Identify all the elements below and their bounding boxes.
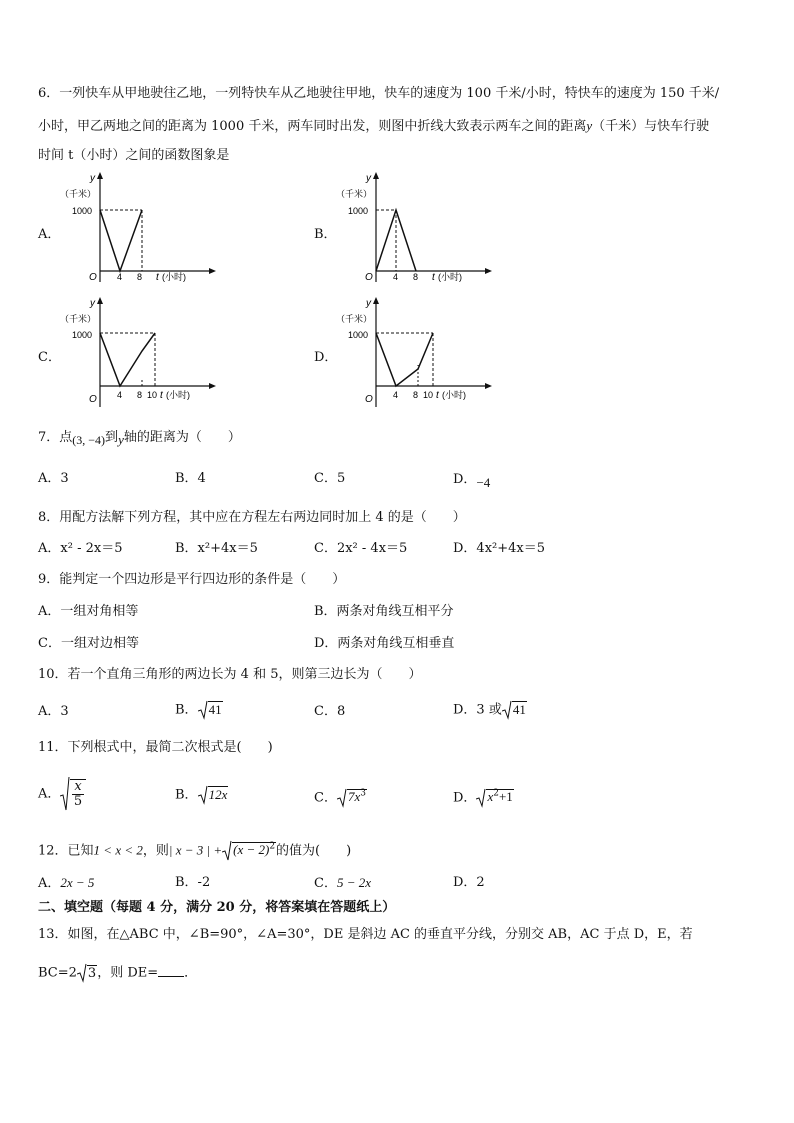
q6-graph-c xyxy=(60,295,240,415)
q9-stem: 9．能判定一个四边形是平行四边形的条件是（ ） xyxy=(38,572,346,587)
graph-b-origin: O xyxy=(365,272,373,283)
q9-option-c[interactable]: C．一组对边相等 xyxy=(38,636,139,651)
q7-point: (3, −4) xyxy=(72,433,106,447)
q10-stem: 10．若一个直角三角形的两边长为 4 和 5，则第三边长为（ ） xyxy=(38,667,422,682)
q6-graph-a xyxy=(60,170,240,290)
q11-option-b-radicand: 12x xyxy=(208,786,228,802)
graph-b-t-unit: (小时) xyxy=(438,272,462,282)
q11-option-d-radicand: x xyxy=(487,789,494,805)
q7-option-d[interactable] xyxy=(453,470,490,489)
q11-option-c-radicand: 7x xyxy=(347,789,361,805)
q6-option-d[interactable]: D． xyxy=(314,350,338,365)
q6-var-y: y xyxy=(586,118,593,133)
q7-option-d-label: D． xyxy=(453,472,477,487)
q12-mid: ，则 xyxy=(142,843,169,859)
q11-option-b[interactable] xyxy=(175,785,228,805)
q12-exponent: 2 xyxy=(269,842,276,852)
q6-stem-line2 xyxy=(38,117,709,136)
q6-stem-line2a: 小时，甲乙两地之间的距离为 1000 千米，两车同时出发，则图中折线大致表示两车之间的距离 xyxy=(38,119,587,134)
graph-b-y-tick: 1000 xyxy=(348,206,369,216)
graph-d-origin: O xyxy=(365,394,373,405)
q7-option-c[interactable]: C．5 xyxy=(314,471,346,486)
q6-stem-line3: 时间 t（小时）之间的函数图象是 xyxy=(38,148,230,163)
q12-option-c-label: C． xyxy=(314,876,337,891)
q12-option-a-expr: 2x − 5 xyxy=(60,875,95,890)
q12-suffix: 的值为( ) xyxy=(276,843,352,859)
graph-a-tick-4: 4 xyxy=(117,272,123,282)
q12-option-a[interactable] xyxy=(38,874,94,893)
q7-suffix: 轴的距离为（ ） xyxy=(123,430,241,445)
sqrt-icon xyxy=(198,785,208,805)
q12-option-c-expr: 5 − 2x xyxy=(336,875,371,890)
q7-prefix: 7．点 xyxy=(38,430,73,445)
graph-d-t-label: t xyxy=(436,390,439,401)
q12-condition: 1 < x < 2 xyxy=(93,842,143,858)
q12-abs-term: | x − 3 | + xyxy=(168,842,223,858)
section-heading-fill-in: 二、填空题（每题 4 分，满分 20 分，将答案填在答题纸上） xyxy=(38,900,396,915)
q11-option-a-label: A． xyxy=(38,786,61,802)
graph-d-y-tick: 1000 xyxy=(348,330,369,340)
q10-option-b-radicand: 41 xyxy=(208,701,222,717)
q7-stem xyxy=(38,428,241,447)
q11-option-c-exponent: 3 xyxy=(360,789,366,799)
graph-a-t-label: t xyxy=(156,272,159,283)
graph-d-tick-4: 4 xyxy=(393,390,399,400)
q13-stem-line1: 13．如图，在△ABC 中，∠B=90°，∠A=30°，DE 是斜边 AC 的垂直平分线，分别交 AB，AC 于点 D，E，若 xyxy=(38,927,693,942)
q8-stem: 8．用配方法解下列方程，其中应在方程左右两边同时加上 4 的是（ ） xyxy=(38,510,466,525)
sqrt-icon xyxy=(502,700,512,720)
graph-c-tick-8: 8 xyxy=(137,390,143,400)
q9-option-b[interactable]: B．两条对角线互相平分 xyxy=(314,604,454,619)
q11-option-d-tail: +1 xyxy=(498,789,513,805)
q13-radicand: 3 xyxy=(87,965,97,981)
answer-blank[interactable] xyxy=(158,964,184,977)
q10-option-a[interactable]: A．3 xyxy=(38,704,69,719)
graph-d-y-label: y xyxy=(366,298,371,309)
q12-option-d[interactable]: D．2 xyxy=(453,875,485,890)
graph-c-y-label: y xyxy=(90,298,95,309)
q9-option-d[interactable]: D．两条对角线互相垂直 xyxy=(314,636,455,651)
graph-a-origin: O xyxy=(89,272,97,283)
q11-option-a[interactable] xyxy=(38,776,86,812)
sqrt-icon xyxy=(77,963,87,983)
q10-option-d[interactable] xyxy=(453,700,527,720)
graph-d-tick-10: 10 xyxy=(423,390,434,400)
q11-option-a-denominator: 5 xyxy=(73,794,83,809)
sqrt-icon xyxy=(222,840,232,862)
q13-de: ，则 DE= xyxy=(97,965,159,981)
q11-option-c-label: C． xyxy=(314,790,337,806)
graph-c-y-tick: 1000 xyxy=(72,330,93,340)
q13-bc: BC=2 xyxy=(38,965,77,981)
graph-b-tick-8: 8 xyxy=(413,272,419,282)
q11-option-d-label: D． xyxy=(453,790,477,806)
q11-option-a-fraction xyxy=(70,779,85,809)
q10-option-d-label: D．3 或 xyxy=(453,702,502,718)
graph-a-unit: （千米） xyxy=(60,189,97,199)
q10-option-b[interactable] xyxy=(175,700,223,720)
q6-option-b[interactable]: B． xyxy=(314,227,337,242)
q12-option-c[interactable] xyxy=(314,874,371,893)
q13-stem-line2 xyxy=(38,963,197,983)
q11-option-a-numerator: x xyxy=(74,779,82,794)
q11-option-d[interactable] xyxy=(453,785,514,808)
graph-b-unit: （千米） xyxy=(336,189,373,199)
graph-d-unit: （千米） xyxy=(336,314,373,324)
q7-option-b[interactable]: B．4 xyxy=(175,471,206,486)
q7-option-d-value: −4 xyxy=(476,475,491,490)
graph-a-t-unit: (小时) xyxy=(162,272,186,282)
q12-option-b[interactable]: B．-2 xyxy=(175,875,211,890)
q7-mid: 到 xyxy=(105,430,119,445)
graph-c-tick-10: 10 xyxy=(147,390,158,400)
q12-radicand: (x − 2) xyxy=(233,842,270,858)
q6-option-c[interactable]: C． xyxy=(38,350,61,365)
graph-c-unit: （千米） xyxy=(60,314,97,324)
q10-option-c[interactable]: C．8 xyxy=(314,704,346,719)
graph-d-tick-8: 8 xyxy=(413,390,419,400)
q6-stem-line2b: （千米）与快车行驶 xyxy=(592,119,710,134)
q8-option-c[interactable]: C．2x² - 4x＝5 xyxy=(314,541,408,556)
graph-b-t-label: t xyxy=(432,272,435,283)
q7-var-y: y xyxy=(118,432,124,447)
sqrt-icon xyxy=(476,788,486,808)
graph-a-y-label: y xyxy=(90,173,95,184)
sqrt-icon xyxy=(337,788,347,808)
q6-option-a[interactable]: A． xyxy=(38,227,61,242)
q12-option-a-label: A． xyxy=(38,876,61,891)
graph-b-tick-4: 4 xyxy=(393,272,399,282)
q8-option-d[interactable]: D．4x²+4x＝5 xyxy=(453,541,546,556)
q12-stem xyxy=(38,838,351,862)
q7-option-a[interactable]: A．3 xyxy=(38,471,69,486)
q8-option-a[interactable]: A．x² - 2x＝5 xyxy=(38,541,123,556)
q6-stem-line1: 6．一列快车从甲地驶往乙地，一列特快车从乙地驶往甲地，快车的速度为 100 千米/小时，特快车的速度为 150 千米/ xyxy=(38,86,720,101)
graph-c-origin: O xyxy=(89,394,97,405)
q9-option-a[interactable]: A．一组对角相等 xyxy=(38,604,139,619)
q11-option-d-exponent: 2 xyxy=(493,789,499,799)
sqrt-icon xyxy=(198,700,208,720)
graph-d-t-unit: (小时) xyxy=(442,390,466,400)
q6-graph-d xyxy=(336,295,516,415)
q11-stem: 11．下列根式中，最简二次根式是( ) xyxy=(38,740,273,755)
q12-prefix: 12．已知 xyxy=(38,843,94,859)
sqrt-icon xyxy=(60,776,70,812)
q6-graph-b xyxy=(336,170,516,290)
q11-option-b-label: B． xyxy=(175,787,198,803)
q10-option-d-radicand: 41 xyxy=(512,701,526,717)
graph-a-y-tick: 1000 xyxy=(72,206,93,216)
graph-c-tick-4: 4 xyxy=(117,390,123,400)
graph-c-t-label: t xyxy=(160,390,163,401)
graph-b-y-label: y xyxy=(366,173,371,184)
graph-c-t-unit: (小时) xyxy=(166,390,190,400)
q13-end: ． xyxy=(184,965,198,981)
graph-a-tick-8: 8 xyxy=(137,272,143,282)
q10-option-b-label: B． xyxy=(175,702,198,718)
q11-option-c[interactable] xyxy=(314,785,367,808)
q8-option-b[interactable]: B．x²+4x＝5 xyxy=(175,541,258,556)
